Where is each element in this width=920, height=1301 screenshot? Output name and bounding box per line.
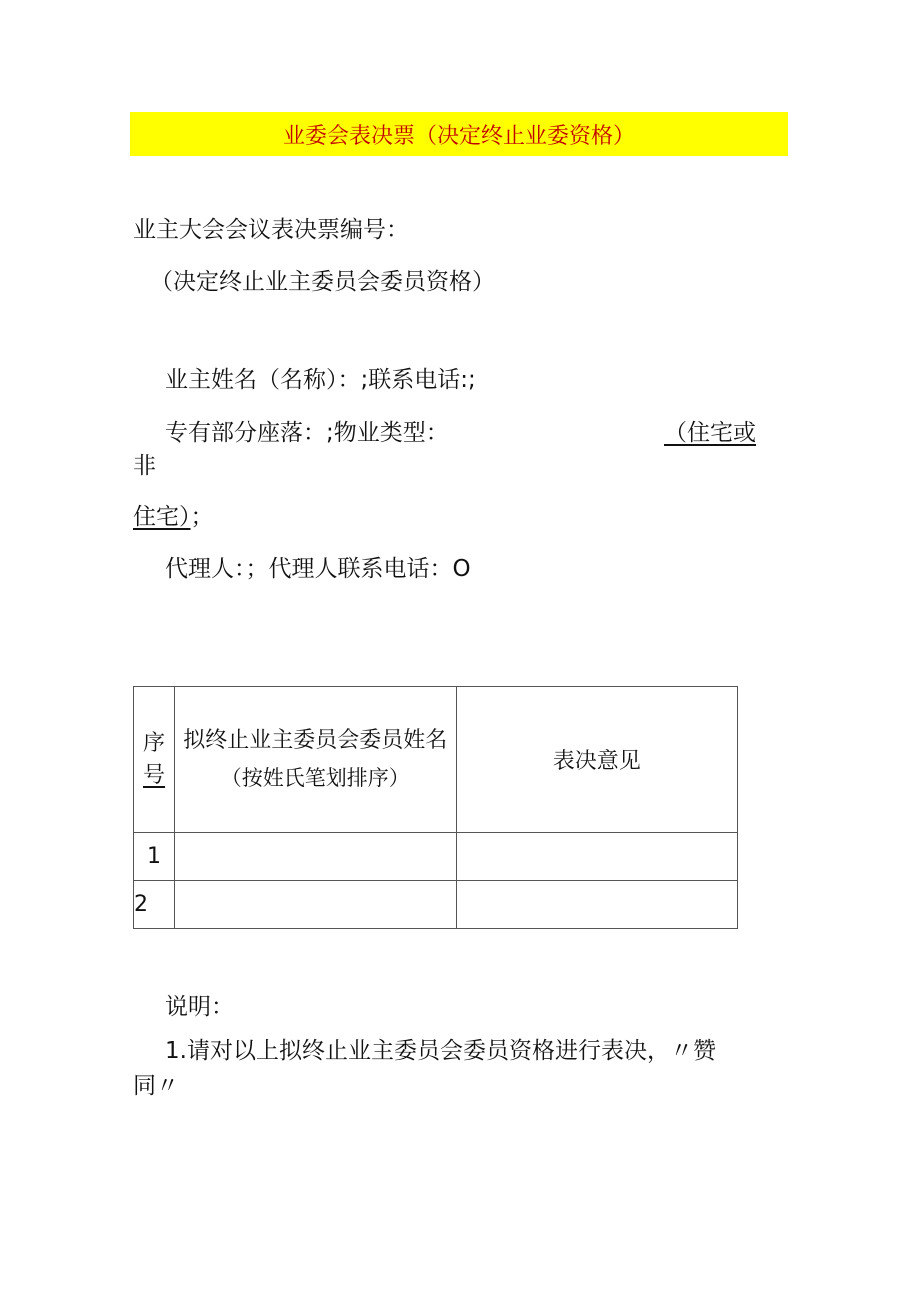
table-row (134, 833, 738, 881)
row-name-cell[interactable] (175, 881, 456, 929)
table-header-row (134, 687, 738, 833)
property-type-close: 住宅） (133, 504, 191, 530)
seq-header-char-2: 号 (143, 762, 166, 788)
opinion-header: 表决意见 (456, 687, 737, 833)
notes-label: 说明： (165, 994, 234, 1020)
name-header-main: 拟终止业主委员会委员姓名 (183, 728, 448, 754)
owner-line: 业主姓名（名称）：;联系电话:; (165, 367, 476, 393)
row-seq: 2 (134, 881, 175, 929)
seq-header-char-1: 序 (143, 730, 166, 756)
agent-line: 代理人：；代理人联系电话：O (165, 556, 471, 582)
property-line: 专有部分座落：;物业类型： (165, 420, 449, 446)
row-opinion-cell[interactable] (456, 881, 737, 929)
notes-item-1: 1.请对以上拟终止业主委员会委员资格进行表决，〃赞 (165, 1038, 716, 1064)
vote-table (133, 686, 738, 929)
ballot-subtitle: （决定终止业主委员会委员资格） (150, 269, 495, 295)
row-opinion-cell[interactable] (456, 833, 737, 881)
seq-header (134, 687, 175, 833)
property-line-punct: ； (190, 504, 214, 530)
document-title: 业委会表决票（决定终止业委资格） (282, 123, 635, 149)
table-row (134, 881, 738, 929)
name-header (175, 687, 456, 833)
title-banner (130, 112, 788, 156)
row-name-cell[interactable] (175, 833, 456, 881)
notes-item-1-wrap: 同〃 (133, 1073, 179, 1099)
property-line-end (133, 506, 214, 529)
row-seq: 1 (134, 833, 175, 881)
ballot-number-label: 业主大会会议表决票编号： (133, 217, 409, 243)
property-line-wrap: 非 (133, 453, 156, 479)
name-header-sub: （按姓氏笔划排序） (220, 766, 410, 791)
property-type-option: （住宅或 (664, 420, 756, 446)
